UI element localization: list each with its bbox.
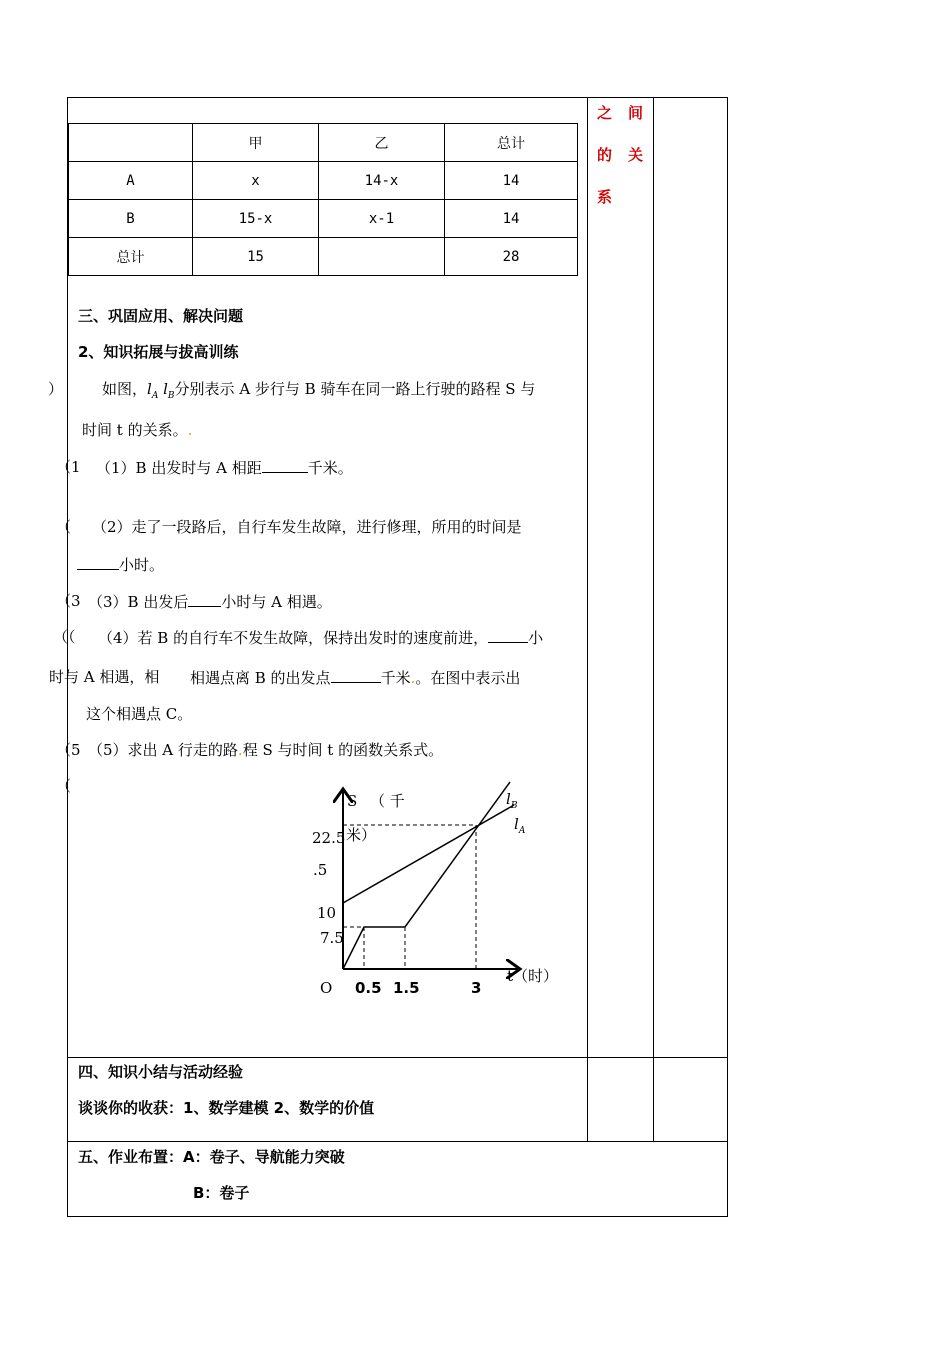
side-note-l1b: 间	[628, 104, 644, 122]
table-cell: A	[69, 162, 193, 200]
intro-mark: ）	[48, 380, 64, 398]
table-cell: 15	[193, 238, 319, 276]
section4-line: 谈谈你的收获：1、数学建模 2、数学的价值	[78, 1099, 375, 1117]
side-note-l2b: 关	[628, 146, 644, 164]
q6-mark: （	[56, 777, 72, 795]
line-a	[343, 805, 514, 903]
question-4-cont-b: 相遇点离 B 的出发点 千米.。在图中表示出	[190, 669, 521, 687]
table-cell: 14-x	[319, 162, 445, 200]
q5-mark: （5	[56, 741, 81, 759]
line-b-label: l	[163, 380, 168, 398]
q3-mark: （3	[56, 592, 81, 610]
side-note-l1a: 之	[597, 104, 613, 122]
table-cell	[319, 238, 445, 276]
q4-mark: （（	[53, 628, 76, 646]
table-cell: B	[69, 200, 193, 238]
q2-mark: （	[56, 518, 72, 536]
table-header-cell: 乙	[319, 124, 445, 162]
y-tick-5: .5	[313, 861, 328, 879]
table-cell: 15-x	[193, 200, 319, 238]
line-b	[343, 782, 510, 969]
table-cell: x-1	[319, 200, 445, 238]
question-1: （1）B 出发时与 A 相距 千米。	[96, 459, 353, 477]
x-tick-15: 1.5	[393, 979, 420, 997]
question-4: （4）若 B 的自行车不发生故障，保持出发时的速度前进， 小	[98, 629, 544, 647]
distribution-table	[68, 123, 578, 276]
side-note-l3: 系	[597, 188, 613, 206]
row-divider-section4	[67, 1057, 728, 1058]
origin-label: O	[320, 979, 333, 997]
intro-line-2: 时间 t 的关系。.	[82, 421, 193, 439]
line-b-label: $l_B$	[506, 790, 518, 811]
y-axis-label-b: （ 千	[370, 792, 405, 810]
table-header-cell: 甲	[193, 124, 319, 162]
intro-text-c: 时间 t 的关系。	[82, 421, 188, 439]
line-b-sub: B	[167, 391, 175, 401]
y-tick-225: 22.5	[312, 829, 346, 847]
col-divider-1	[587, 97, 588, 1142]
table-row	[69, 238, 578, 276]
row-divider-section5	[67, 1141, 728, 1142]
frame-bottom	[67, 1216, 728, 1217]
frame-right	[727, 97, 728, 1217]
intro-text-b: 分别表示 A 步行与 B 骑车在同一路上行驶的路程 S 与	[174, 380, 536, 398]
section3-title: 三、巩固应用、解决问题	[78, 307, 244, 325]
col-divider-2	[653, 97, 654, 1142]
question-5: （5）求出 A 行走的路.程 S 与时间 t 的函数关系式。	[88, 741, 444, 759]
frame-top	[67, 97, 728, 98]
table-cell: 28	[445, 238, 578, 276]
table-cell: 14	[445, 162, 578, 200]
table-row	[69, 162, 578, 200]
question-4-cont-c: 这个相遇点 C。	[86, 705, 193, 723]
y-axis-label-c: 米）	[346, 826, 377, 844]
table-row	[69, 200, 578, 238]
intro-line-1	[102, 380, 535, 405]
table-cell: x	[193, 162, 319, 200]
line-a-sub: A	[151, 391, 159, 401]
y-axis-label-a: S	[347, 792, 358, 810]
table-header-row	[69, 124, 578, 162]
table-header-cell: 总计	[445, 124, 578, 162]
x-axis-label: t（时）	[507, 967, 559, 985]
question-3: （3）B 出发后 小时与 A 相遇。	[88, 593, 332, 611]
section5-line2: B：卷子	[193, 1184, 250, 1202]
line-a-label: $l_A$	[514, 815, 526, 836]
question-2-cont: 小时。	[77, 555, 164, 574]
q1-mark: （1	[56, 458, 81, 476]
y-tick-10: 10	[317, 904, 337, 922]
question-2: （2）走了一段路后，自行车发生故障，进行修理，所用的时间是	[92, 518, 522, 536]
section5-title: 五、作业布置：A：卷子、导航能力突破	[78, 1148, 345, 1166]
side-note-l2a: 的	[597, 146, 613, 164]
intro-text-a: 如图，	[102, 380, 148, 398]
section3-subtitle: 2、知识拓展与拔高训练	[78, 343, 239, 361]
section4-title: 四、知识小结与活动经验	[78, 1063, 244, 1081]
y-tick-75: 7.5	[320, 929, 344, 947]
table-cell: 总计	[69, 238, 193, 276]
table-cell: 14	[445, 200, 578, 238]
line-a-label: l	[147, 380, 152, 398]
table-header-cell	[69, 124, 193, 162]
x-tick-05: 0.5	[355, 979, 382, 997]
x-tick-3: 3	[471, 979, 482, 997]
question-4-cont: 时与 A 相遇，相	[49, 668, 160, 686]
